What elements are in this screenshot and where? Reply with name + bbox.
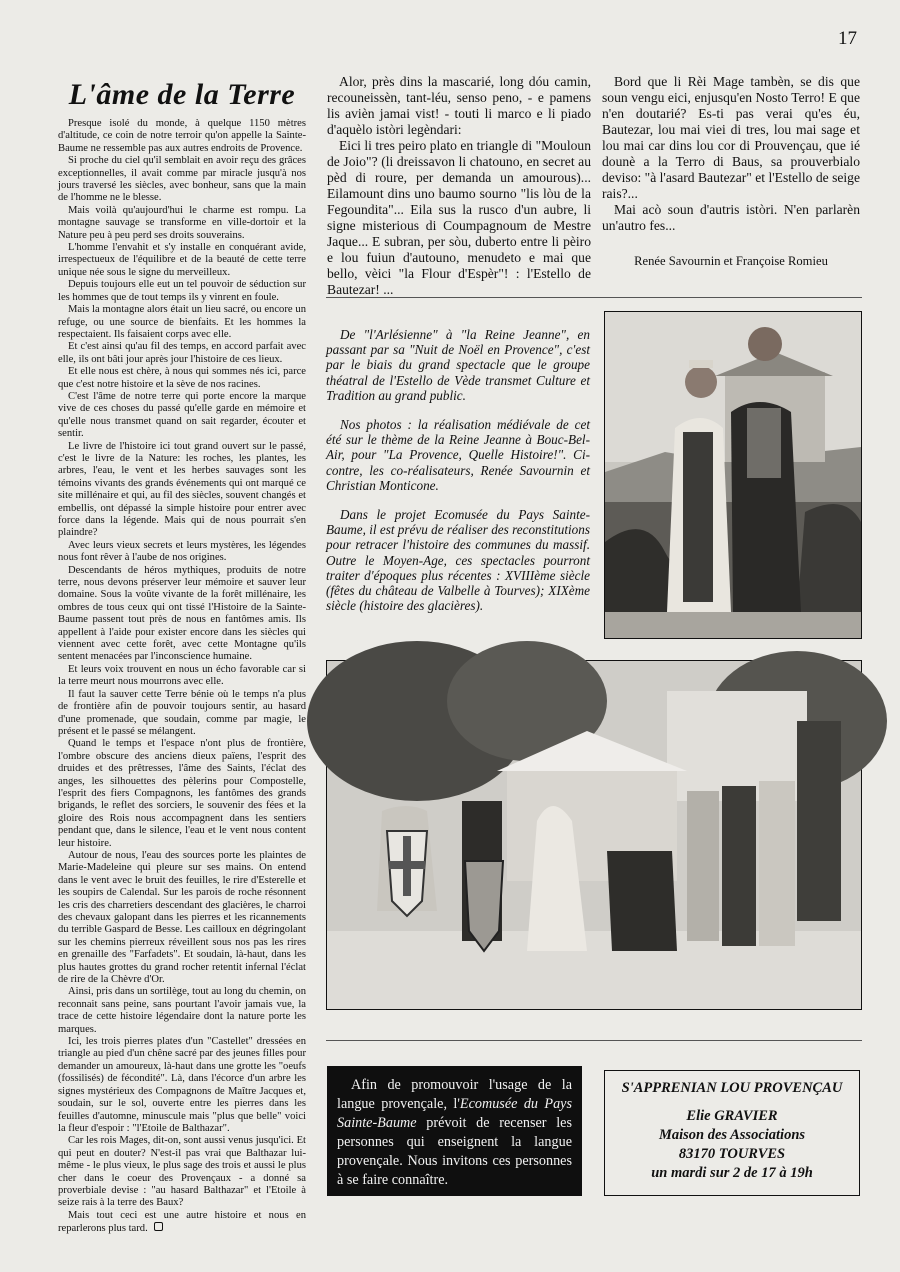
article-paragraph: Car les rois Mages, dit-on, sont aussi venus jusqu'ici. Et qui peut en douter? N'est-il pas vrai que Balthazar lui-même - le plus vieux, le plus sage des trois et aussi le plus cher dans le coeur des Provençaux - a donné sa proverbiale devise : "au hasard Balthazar" et l'Etoile à seize rais à la terre des Baux? [58,1135,306,1209]
authors-byline: Renée Savournin et Françoise Romieu [634,254,828,268]
caption-paragraph: De "l'Arlésienne" à "la Reine Jeanne", en passant par sa "Nuit de Noël en Provence", c'est par le biais du grand spectacle que le groupe théatral de l'Estello de Vède transmet Culture et Tradition au grand public. [326,327,590,403]
venue: Maison des Associations [658,1127,806,1143]
article-paragraph: Presque isolé du monde, à quelque 1150 mètres d'altitude, ce coin de notre terroir qu'on appelle la Sainte-Baume ne ressemble pas aux autres endroits de Provence. [58,118,306,154]
end-of-article-mark [154,1222,163,1231]
article-paragraph: Et c'est ainsi qu'au fil des temps, en accord parfait avec elle, ils ont bâti jour après jour l'histoire de ces lieux. [58,341,306,365]
caption-paragraph: Dans le projet Ecomusée du Pays Sainte-Baume, il est prévu de réaliser des reconstitutions pour retracer l'histoire des communes du massif. Outre le Moyen-Age, ces spectacles pourront traiter d'époques plus récentes : XVIIIème siècle (fêtes du château de Valbelle à Tourves); XIXème siècle (histoire des glacières). [326,507,590,614]
provencal-column-2 [602,74,860,269]
article-paragraph: Le livre de l'histoire ici tout grand ouvert sur le passé, c'est le livre de la Nature: les roches, les plantes, les arbres, l'eau, le vent et les herbes sauvages sont les témoins vivants des grands événements qui ont marqué ce site millénaire et qui, au fil des siècles, souvent changés et embellis, ont dépassé la simple histoire pour entrer avec force dans la légende. Mais qui de nous pourrait s'en plaindre? [58,440,306,539]
town: 83170 TOURVES [678,1146,786,1162]
article-paragraph: Et leurs voix trouvent en nous un écho favorable car si la terre meurt nous mourrons avec elle. [58,663,306,688]
course-contact-box [604,1070,860,1196]
photo-medieval-scene-image [327,661,861,1009]
photo-caption [326,327,590,627]
article-last-paragraph [58,1210,306,1236]
photo-co-directors [604,311,862,639]
notice-text-start: Afin de promouvoir l'usage de la langue provençale, l' [337,1077,572,1112]
provencal-paragraph: Bord que li Rèi Mage tambèn, se dis que soun vengu eici, enjusqu'en Nosto Terro! E que n'en doutarié? Es-ti pas verai qu'es éu, Bautezar, lou mai viei di tres, lou mai sage et lou mai car dins lou cor di Prouvençau, que ié dounè a la Terro di Baus, sa prouverbialo deviso: "à l'asard Bautezar" et l'Estello de seige rais?... [602,74,860,201]
provencal-paragraph: Alor, près dins la mascarié, long dóu camin, recouneissèn, tant-léu, senso peno, - e pamens lis avièn jamai vist! - touti li marco e li piado d'aquèlo istòri legèndari: [327,74,591,137]
article-paragraph-text: Mais tout ceci est une autre histoire et nous en reparlerons plus tard. [58,1209,306,1235]
article-paragraph: L'homme l'envahit et s'y installe en conquérant avide, irrespectueux de l'équilibre et de la beauté de cette terre unique née sous le signe du merveilleux. [58,242,306,278]
article-paragraph: Il faut la sauver cette Terre bénie où le temps n'a plus de frontière afin de pouvoir toujours sentir, au hasard d'une promenade, que soudain, comme par magie, le présent et le passé se mélangent. [58,688,306,737]
article-paragraph: Descendants de héros mythiques, produits de notre terre, nous devons préserver leur mémoire et sauver leur domaine. Sous la voûte vivante de la forêt millénaire, les ombres de tous ceux qui ont tissé l'Histoire de la Sainte-Baume passent tout près de nous en fantômes amis. Ils appellent à l'aide pour exister encore dans les siècles qui viennent avec cette forêt, avec cette Montagne qu'ils sentent menacées par l'inconscience humaine. [58,564,306,663]
ecomusee-notice [327,1066,582,1196]
section-divider [326,297,862,298]
course-heading: S'APPRENIAN LOU PROVENÇAU [621,1080,843,1096]
article-paragraph: Ainsi, pris dans un sortilège, tout au long du chemin, on reconnait sans peine, sans pourtant l'avoir jamais vue, la trace de cette histoire légendaire dont la nature porte les marques. [58,986,306,1035]
article-paragraph: Depuis toujours elle eut un tel pouvoir de séduction sur les hommes que de tout temps ils y vinrent en foule. [58,279,306,303]
bottom-divider [326,1040,862,1041]
article-paragraph: Quand le temps et l'espace n'ont plus de frontière, l'ombre obscure des anciens dieux païens, l'esprit des druides et des prêtresses, l'âme des Saints, l'éclat des anges, les silhouettes des pèlerins pour Compostelle, l'esprit des fiers Compagnons, les fantômes des grands brigands, le reflet des sorciers, le souvenir des fées et la gloire des Rois nous accompagnent dans les sentiers pendant que, dans le silence, l'eau et le vent nous content leur histoire. [58,738,306,849]
schedule: un mardi sur 2 de 17 à 19h [651,1165,813,1181]
article-paragraph: C'est l'âme de notre terre qui porte encore la marque vive de ces choses du passé qu'elle garde en mémoire et qu'elle nous transmet quand on sait regarder, écouter et sentir. [58,390,306,440]
teacher-name: Elie GRAVIER [686,1108,778,1124]
notice-ecomusee-name: Ecomusée du Pays Sainte-Baume [337,1096,572,1131]
provencal-column-1 [327,74,591,298]
article-column [58,70,306,1235]
article-paragraph: Autour de nous, l'eau des sources porte les plaintes de Marie-Madeleine qui pleure sur ses mains. On entend dans le vent avec le bruit des feuilles, le rire d'Esterelle et les soupirs de Calendal. Sur les parois de roche résonnent les cris des charretiers descendant des glacières, le charroi des chevaux galopant dans les pierres et les ricannements du terrible Gaspard de Besse. Les cailloux en dégringolant sur les chemins pierreux réveillent sous nos pas les rires en grenaille des "Farfadets". Et soudain, là-haut, dans les plus hautes grottes du grand rocher retentit infernal l'éclat de rire de la Chèvre d'Or. [58,849,306,986]
article-title: L'âme de la Terre [68,78,296,111]
article-paragraph: Mais voilà qu'aujourd'hui le charme est rompu. La montagne sauvage se transforme en ville-dortoir et la Nature peu à peu perd ses droits souverains. [58,204,306,241]
article-paragraph: Mais la montagne alors était un lieu sacré, ou encore un refuge, ou une source de bienfaits. Et les hommes la respectaient. Ils faisaient corps avec elle. [58,304,306,340]
article-paragraph: Ici, les trois pierres plates d'un "Castellet" dressées en triangle au pied d'un chêne sacré par des jeunes filles pour demander un amoureux, là-haut dans une grotte les "oeufs (fossilisés) de fécondité". Là, dans l'écorce d'un arbre les signes mystérieux des Compagnons de Maître Jacques et, soudain, sur le sol, ouverte entre les pierres dans les feuilles d'automne, minuscule mais "plus que belle" voici la fleur d'espoir : "l'Etoile de Balthazar". [58,1036,306,1134]
article-paragraph: Avec leurs vieux secrets et leurs mystères, les légendes nous font rêver à l'aube de nos origines. [58,539,306,564]
page-number: 17 [838,28,857,49]
provencal-paragraph: Eici li tres peiro plato en triangle di "Mouloun de Joio"? (li dreissavon li chatouno, en secret au pèd di roure, per demanda un amourous)... Eilamount dins uno baumo sourno "lis lòu de la Fegoundita"... Eila sus la rusco d'un aubre, li signe misterious di Coumpagnoum de Mestre Jaque... E subran, per sòu, duberto entre li pèiro e lou fuiun d'autouno, menudeto e mai que bello, vèici "la Flour d'Espèr"! : l'Estello de Bautezar! ... [327,138,591,297]
photo-co-directors-image [605,312,861,638]
caption-paragraph: Nos photos : la réalisation médiévale de cet été sur le thème de la Reine Jeanne à Bouc-Bel-Air, pour "La Provence, Quelle Histoire!". Ci-contre, les co-réalisateurs, Renée Savournin et Christian Monticone. [326,417,590,493]
notice-text-end: prévoit de recenser les personnes qui enseignent la langue provençale. Nous invitons ces personnes à se faire connaître. [337,1115,572,1188]
article-paragraph: Et elle nous est chère, à nous qui sommes nés ici, parce que c'est notre histoire et la sève de nos racines. [58,366,306,390]
provencal-paragraph: Mai acò soun d'autris istòri. N'en parlarèn un'autro fes... [602,202,860,233]
photo-medieval-scene [326,660,862,1010]
article-paragraph: Si proche du ciel qu'il semblait en avoir reçu des grâces exceptionnelles, il avait comme par miracle jusqu'à nos jours traversé les siècles, avec bonheur, sans que la main de l'homme ne le blesse. [58,155,306,204]
